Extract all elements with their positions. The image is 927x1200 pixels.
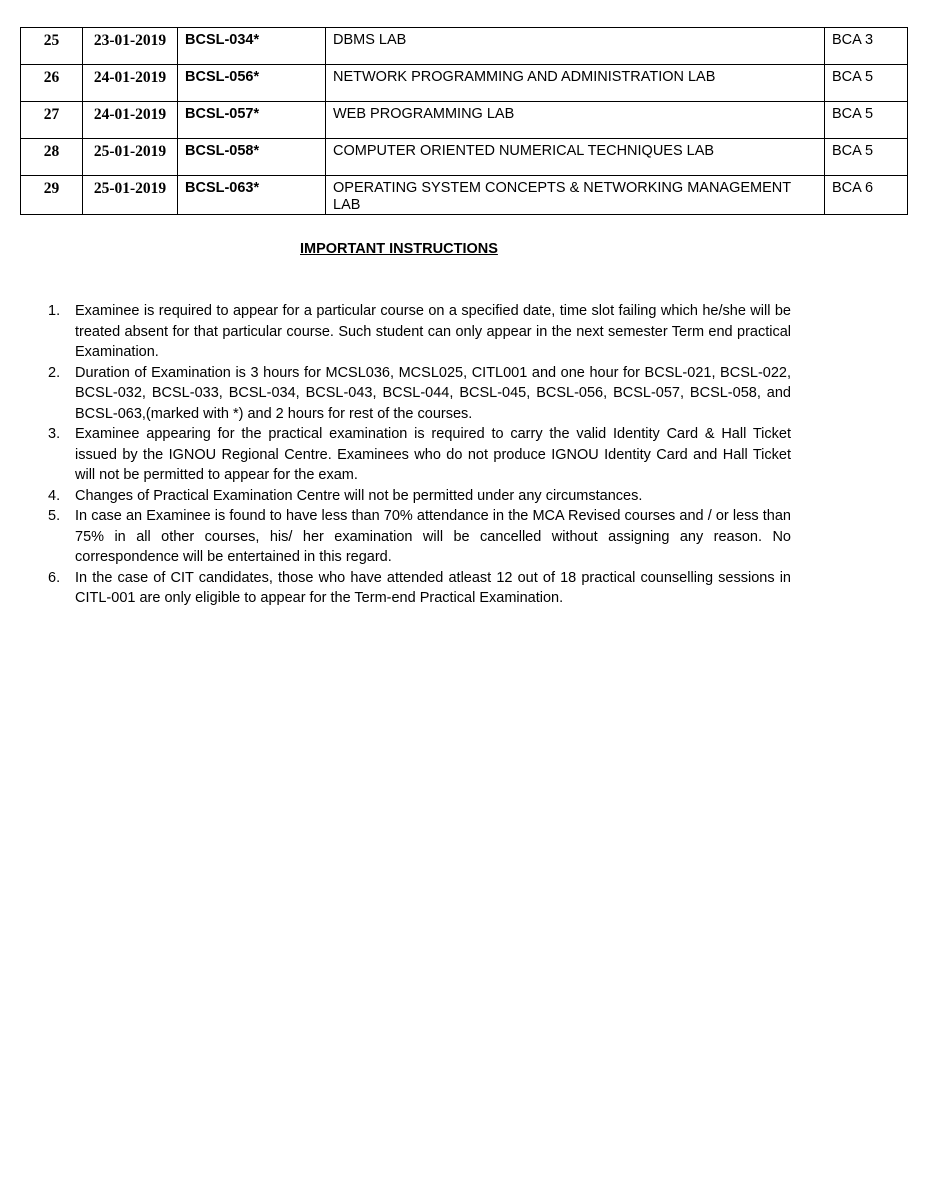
exam-date-cell: 25-01-2019 <box>83 139 178 176</box>
instruction-number: 4. <box>48 487 61 504</box>
instruction-text: Changes of Practical Examination Centre will not be permitted under any circumstances. <box>75 487 643 504</box>
instruction-item <box>40 363 791 425</box>
instruction-item <box>40 424 791 486</box>
course-title-cell: COMPUTER ORIENTED NUMERICAL TECHNIQUES LAB <box>326 139 825 176</box>
table-row <box>21 176 908 215</box>
instruction-number: 1. <box>48 303 61 319</box>
instruction-text: Duration of Examination is 3 hours for MCSL036, MCSL025, CITL001 and one hour for BCSL-021, BCSL-022, BCSL-032, BCSL-033, BCSL-034, BCSL-043, BCSL-044, BCSL-045, BCSL-056, BCSL-057, BCSL-058, and BCSL-063,(marked with *) and 2 hours for rest of the courses. <box>75 364 791 422</box>
course-code-cell: BCSL-056* <box>178 65 326 102</box>
table-row <box>21 28 908 65</box>
serial-number-cell: 28 <box>21 139 83 176</box>
instruction-text: In case an Examinee is found to have less than 70% attendance in the MCA Revised courses and / or less than 75% in all other courses, his/ her examination will be cancelled without assigning any reason. No correspondence will be entertained in this regard. <box>75 508 791 565</box>
instruction-number: 6. <box>48 569 61 586</box>
instruction-item <box>40 486 791 507</box>
programme-cell: BCA 3 <box>825 28 908 65</box>
serial-number-cell: 27 <box>21 102 83 139</box>
programme-cell: BCA 5 <box>825 65 908 102</box>
exam-schedule-table <box>20 27 908 215</box>
instruction-text: Examinee appearing for the practical examination is required to carry the valid Identity Card & Hall Ticket issued by the IGNOU Regional Centre. Examinees who do not produce IGNOU Identity Card and Hall Ticket will not be permitted to appear for the exam. <box>75 426 791 483</box>
exam-date-cell: 23-01-2019 <box>83 28 178 65</box>
programme-cell: BCA 6 <box>825 176 908 215</box>
exam-date-cell: 24-01-2019 <box>83 65 178 102</box>
instruction-text: Examinee is required to appear for a particular course on a specified date, time slot failing which he/she will be treated absent for that particular course. Such student can only appear in the next semester Term end practical Examination. <box>75 303 791 360</box>
course-title-cell: WEB PROGRAMMING LAB <box>326 102 825 139</box>
instruction-text: In the case of CIT candidates, those who have attended atleast 12 out of 18 practical counselling sessions in CITL-001 are only eligible to appear for the Term-end Practical Examination. <box>75 569 791 606</box>
exam-date-cell: 25-01-2019 <box>83 176 178 215</box>
serial-number-cell: 25 <box>21 28 83 65</box>
instruction-number: 2. <box>48 364 61 381</box>
instruction-item <box>40 568 791 609</box>
instructions-heading: IMPORTANT INSTRUCTIONS <box>300 241 498 257</box>
course-title-cell: DBMS LAB <box>326 28 825 65</box>
programme-cell: BCA 5 <box>825 102 908 139</box>
serial-number-cell: 26 <box>21 65 83 102</box>
table-row <box>21 102 908 139</box>
table-row <box>21 139 908 176</box>
course-title-cell: NETWORK PROGRAMMING AND ADMINISTRATION LAB <box>326 65 825 102</box>
instruction-number: 5. <box>48 508 61 524</box>
instructions-list <box>40 301 791 609</box>
course-code-cell: BCSL-034* <box>178 28 326 65</box>
course-code-cell: BCSL-057* <box>178 102 326 139</box>
instruction-number: 3. <box>48 426 61 442</box>
exam-date-cell: 24-01-2019 <box>83 102 178 139</box>
programme-cell: BCA 5 <box>825 139 908 176</box>
instruction-item <box>40 506 791 568</box>
serial-number-cell: 29 <box>21 176 83 215</box>
instruction-item <box>40 301 791 363</box>
course-code-cell: BCSL-063* <box>178 176 326 215</box>
course-code-cell: BCSL-058* <box>178 139 326 176</box>
course-title-cell: OPERATING SYSTEM CONCEPTS & NETWORKING MANAGEMENT LAB <box>326 176 825 215</box>
table-row <box>21 65 908 102</box>
